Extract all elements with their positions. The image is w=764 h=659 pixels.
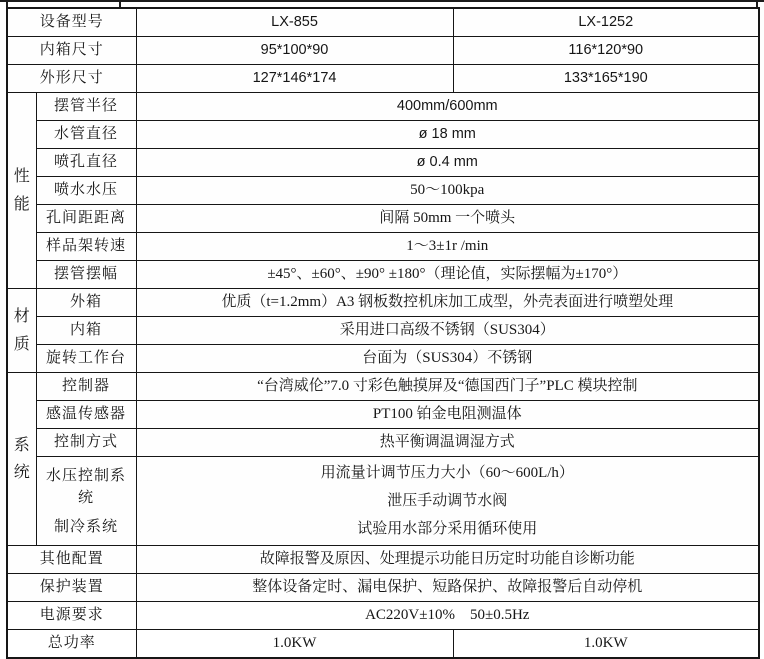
- row-protection: [7, 574, 759, 602]
- device-model-b: LX-1252: [453, 8, 759, 37]
- water-cooling-systems-value: [136, 457, 759, 546]
- swing-amplitude-value: ±45°、±60°、±90° ±180°（理论值，实际摆幅为±170°）: [136, 261, 759, 289]
- control-mode-value: 热平衡调温调湿方式: [136, 429, 759, 457]
- rotary-table-value: 台面为（SUS304）不锈钢: [136, 345, 759, 373]
- section-performance-label: 性能: [13, 168, 30, 213]
- control-mode-label: 控制方式: [36, 429, 136, 457]
- inner-size-b: 116*120*90: [453, 37, 759, 65]
- equipment-spec-table: [6, 7, 760, 659]
- crop-artifact-top-line: [0, 0, 764, 2]
- cooling-system-line: 试验用水部分采用循环使用: [357, 521, 538, 537]
- row-inner-box-size: [7, 37, 759, 65]
- row-control-mode: [7, 429, 759, 457]
- row-swing-amplitude: [7, 261, 759, 289]
- pipe-diameter-label: 水管直径: [36, 121, 136, 149]
- section-system: [7, 373, 36, 546]
- spray-pressure-label: 喷水水压: [36, 177, 136, 205]
- water-system-line-2: 泄压手动调节水阀: [387, 493, 508, 509]
- protection-value: 整体设备定时、漏电保护、短路保护、故障报警后自动停机: [136, 574, 759, 602]
- rotary-table-label: 旋转工作台: [36, 345, 136, 373]
- nozzle-diameter-value: ø 0.4 mm: [136, 149, 759, 177]
- row-spray-pressure: [7, 177, 759, 205]
- water-pressure-system-label: 水压控制系统: [45, 467, 126, 507]
- cooling-system-label: 制冷系统: [54, 518, 119, 535]
- power-requirement-value: AC220V±10% 50±0.5Hz: [136, 602, 759, 630]
- row-sample-rotation: [7, 233, 759, 261]
- row-temp-sensor: [7, 401, 759, 429]
- outer-size-b: 133*165*190: [453, 65, 759, 93]
- other-config-label: 其他配置: [7, 546, 136, 574]
- row-total-power: [7, 630, 759, 659]
- power-requirement-label: 电源要求: [7, 602, 136, 630]
- row-pendulum-radius: [7, 93, 759, 121]
- inner-size-label: 内箱尺寸: [7, 37, 136, 65]
- device-model-label: 设备型号: [7, 8, 136, 37]
- hole-spacing-label: 孔间距距离: [36, 205, 136, 233]
- controller-value: “台湾威伦”7.0 寸彩色触摸屏及“德国西门子”PLC 模块控制: [136, 373, 759, 401]
- controller-label: 控制器: [36, 373, 136, 401]
- section-material-label: 材质: [13, 308, 30, 353]
- spray-pressure-value: 50～100kpa: [136, 177, 759, 205]
- nozzle-diameter-label: 喷孔直径: [36, 149, 136, 177]
- pendulum-radius-value: 400mm/600mm: [136, 93, 759, 121]
- row-device-model: [7, 8, 759, 37]
- row-outer-size: [7, 65, 759, 93]
- inner-box-value: 采用进口高级不锈钢（SUS304）: [136, 317, 759, 345]
- device-model-a: LX-855: [136, 8, 453, 37]
- row-power-requirement: [7, 602, 759, 630]
- row-nozzle-diameter: [7, 149, 759, 177]
- row-rotary-table: [7, 345, 759, 373]
- row-water-cooling-systems: [7, 457, 759, 546]
- temp-sensor-label: 感温传感器: [36, 401, 136, 429]
- row-outer-box: [7, 289, 759, 317]
- inner-size-a: 95*100*90: [136, 37, 453, 65]
- water-system-line-1: 用流量计调节压力大小（60～600L/h）: [320, 465, 574, 481]
- outer-size-a: 127*146*174: [136, 65, 453, 93]
- protection-label: 保护装置: [7, 574, 136, 602]
- outer-size-label: 外形尺寸: [7, 65, 136, 93]
- total-power-a: 1.0KW: [136, 630, 453, 659]
- section-material: [7, 289, 36, 373]
- temp-sensor-value: PT100 铂金电阻测温体: [136, 401, 759, 429]
- pipe-diameter-value: ø 18 mm: [136, 121, 759, 149]
- total-power-label: 总功率: [7, 630, 136, 659]
- other-config-value: 故障报警及原因、处理提示功能日历定时功能自诊断功能: [136, 546, 759, 574]
- outer-box-label: 外箱: [36, 289, 136, 317]
- sample-rotation-value: 1～3±1r /min: [136, 233, 759, 261]
- row-hole-spacing: [7, 205, 759, 233]
- row-pipe-diameter: [7, 121, 759, 149]
- row-inner-box: [7, 317, 759, 345]
- section-system-label: 系统: [13, 436, 30, 481]
- row-controller: [7, 373, 759, 401]
- section-performance: [7, 93, 36, 289]
- pendulum-radius-label: 摆管半径: [36, 93, 136, 121]
- total-power-b: 1.0KW: [453, 630, 759, 659]
- outer-box-value: 优质（t=1.2mm）A3 钢板数控机床加工成型，外壳表面进行喷塑处理: [136, 289, 759, 317]
- swing-amplitude-label: 摆管摆幅: [36, 261, 136, 289]
- row-other-config: [7, 546, 759, 574]
- sample-rotation-label: 样品架转速: [36, 233, 136, 261]
- inner-box-label: 内箱: [36, 317, 136, 345]
- water-cooling-systems-label: [36, 457, 136, 546]
- hole-spacing-value: 间隔 50mm 一个喷头: [136, 205, 759, 233]
